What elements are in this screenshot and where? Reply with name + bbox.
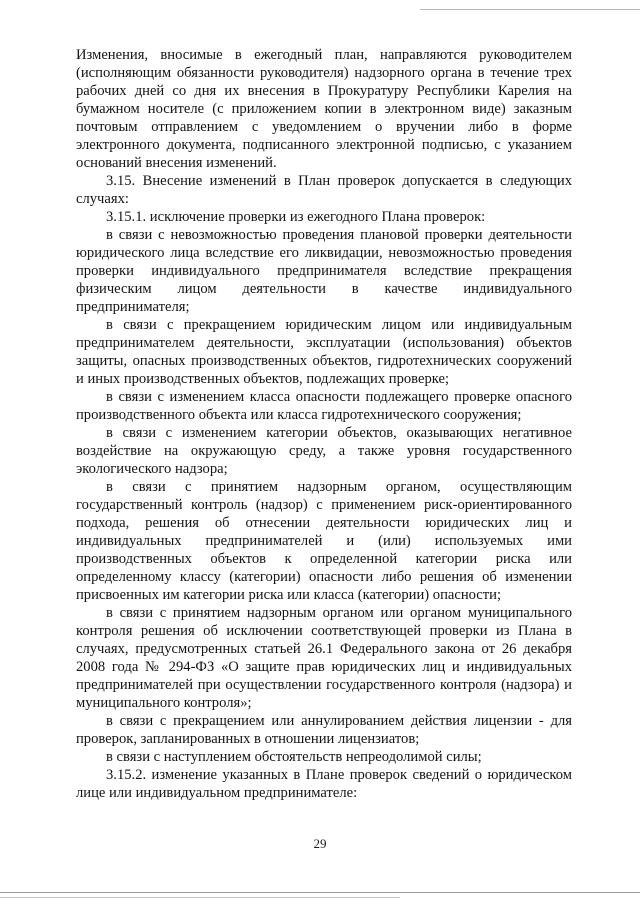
paragraph-3-15-1: 3.15.1. исключение проверки из ежегодного Плана проверок:: [106, 209, 486, 225]
paragraph-changes-sent: Изменения, вносимые в ежегодный план, направляются руководителем (исполняющим обязанности руководителя) надзорного органа в течение трех рабочих дней со дня их внесения в Прокуратуру Республики Карелия на бумажном носителе (с приложением копии в электронном виде) заказным почтовым отправлением с уведомлением о вручении либо в форме электронного документа, подписанного электронной подписью, с указанием оснований внесения изменений.: [76, 47, 572, 171]
paragraph-license-termination: в связи с прекращением или аннулированием действия лицензии - для проверок, запланированных в отношении лицензиатов;: [76, 713, 572, 747]
paragraph-3-15-2: 3.15.2. изменение указанных в Плане проверок сведений о юридическом лице или индивидуальном предпринимателе:: [76, 767, 572, 801]
scan-edge-bottom-secondary: [0, 897, 400, 898]
paragraph-risk-category-decision: в связи с принятием надзорным органом, осуществляющим государственный контроль (надзор) с применением риск-ориентированного подхода, решения об отнесении деятельности юридических лиц и индивидуальных предпринимателей и (или) используемых ими производственных объектов к определенной категории риска или определенному классу (категории) опасности либо решения об изменении присвоенных им категории риска или класса (категории) опасности;: [76, 479, 572, 603]
page-number: 29: [313, 836, 327, 851]
paragraph-hazard-class-change: в связи с изменением класса опасности подлежащего проверке опасного производственного объекта или класса гидротехнического сооружения;: [76, 389, 572, 423]
paragraph-category-change: в связи с изменением категории объектов, оказывающих негативное воздействие на окружающую среду, а также уровня государственного экологического надзора;: [76, 425, 572, 477]
paragraph-exclusion-decision: в связи с принятием надзорным органом или органом муниципального контроля решения об исключении соответствующей проверки из Плана в случаях, предусмотренных статьей 26.1 Федерального закона от 26 декабря 2008 года № 294-ФЗ «О защите прав юридических лиц и индивидуальных предпринимателей при осуществлении государственного контроля (надзора) и муниципального контроля»;: [76, 605, 572, 711]
paragraph-force-majeure: в связи с наступлением обстоятельств непреодолимой силы;: [106, 749, 482, 765]
paragraph-termination-of-activity: в связи с прекращением юридическим лицом или индивидуальным предпринимателем деятельности, эксплуатации (использования) объектов защиты, опасных производственных объектов, гидротехнических сооружений и иных производственных объектов, подлежащих проверке;: [76, 317, 572, 387]
scan-edge-bottom: [0, 892, 640, 893]
paragraph-3-15: 3.15. Внесение изменений в План проверок допускается в следующих случаях:: [76, 173, 572, 207]
scan-edge-top: [420, 9, 640, 10]
body-text: [76, 46, 572, 802]
paragraph-liquidation: в связи с невозможностью проведения плановой проверки деятельности юридического лица вследствие его ликвидации, невозможностью проведения проверки индивидуального предпринимателя вследствие прекращения физическим лицом деятельности в качестве индивидуального предпринимателя;: [76, 227, 572, 315]
